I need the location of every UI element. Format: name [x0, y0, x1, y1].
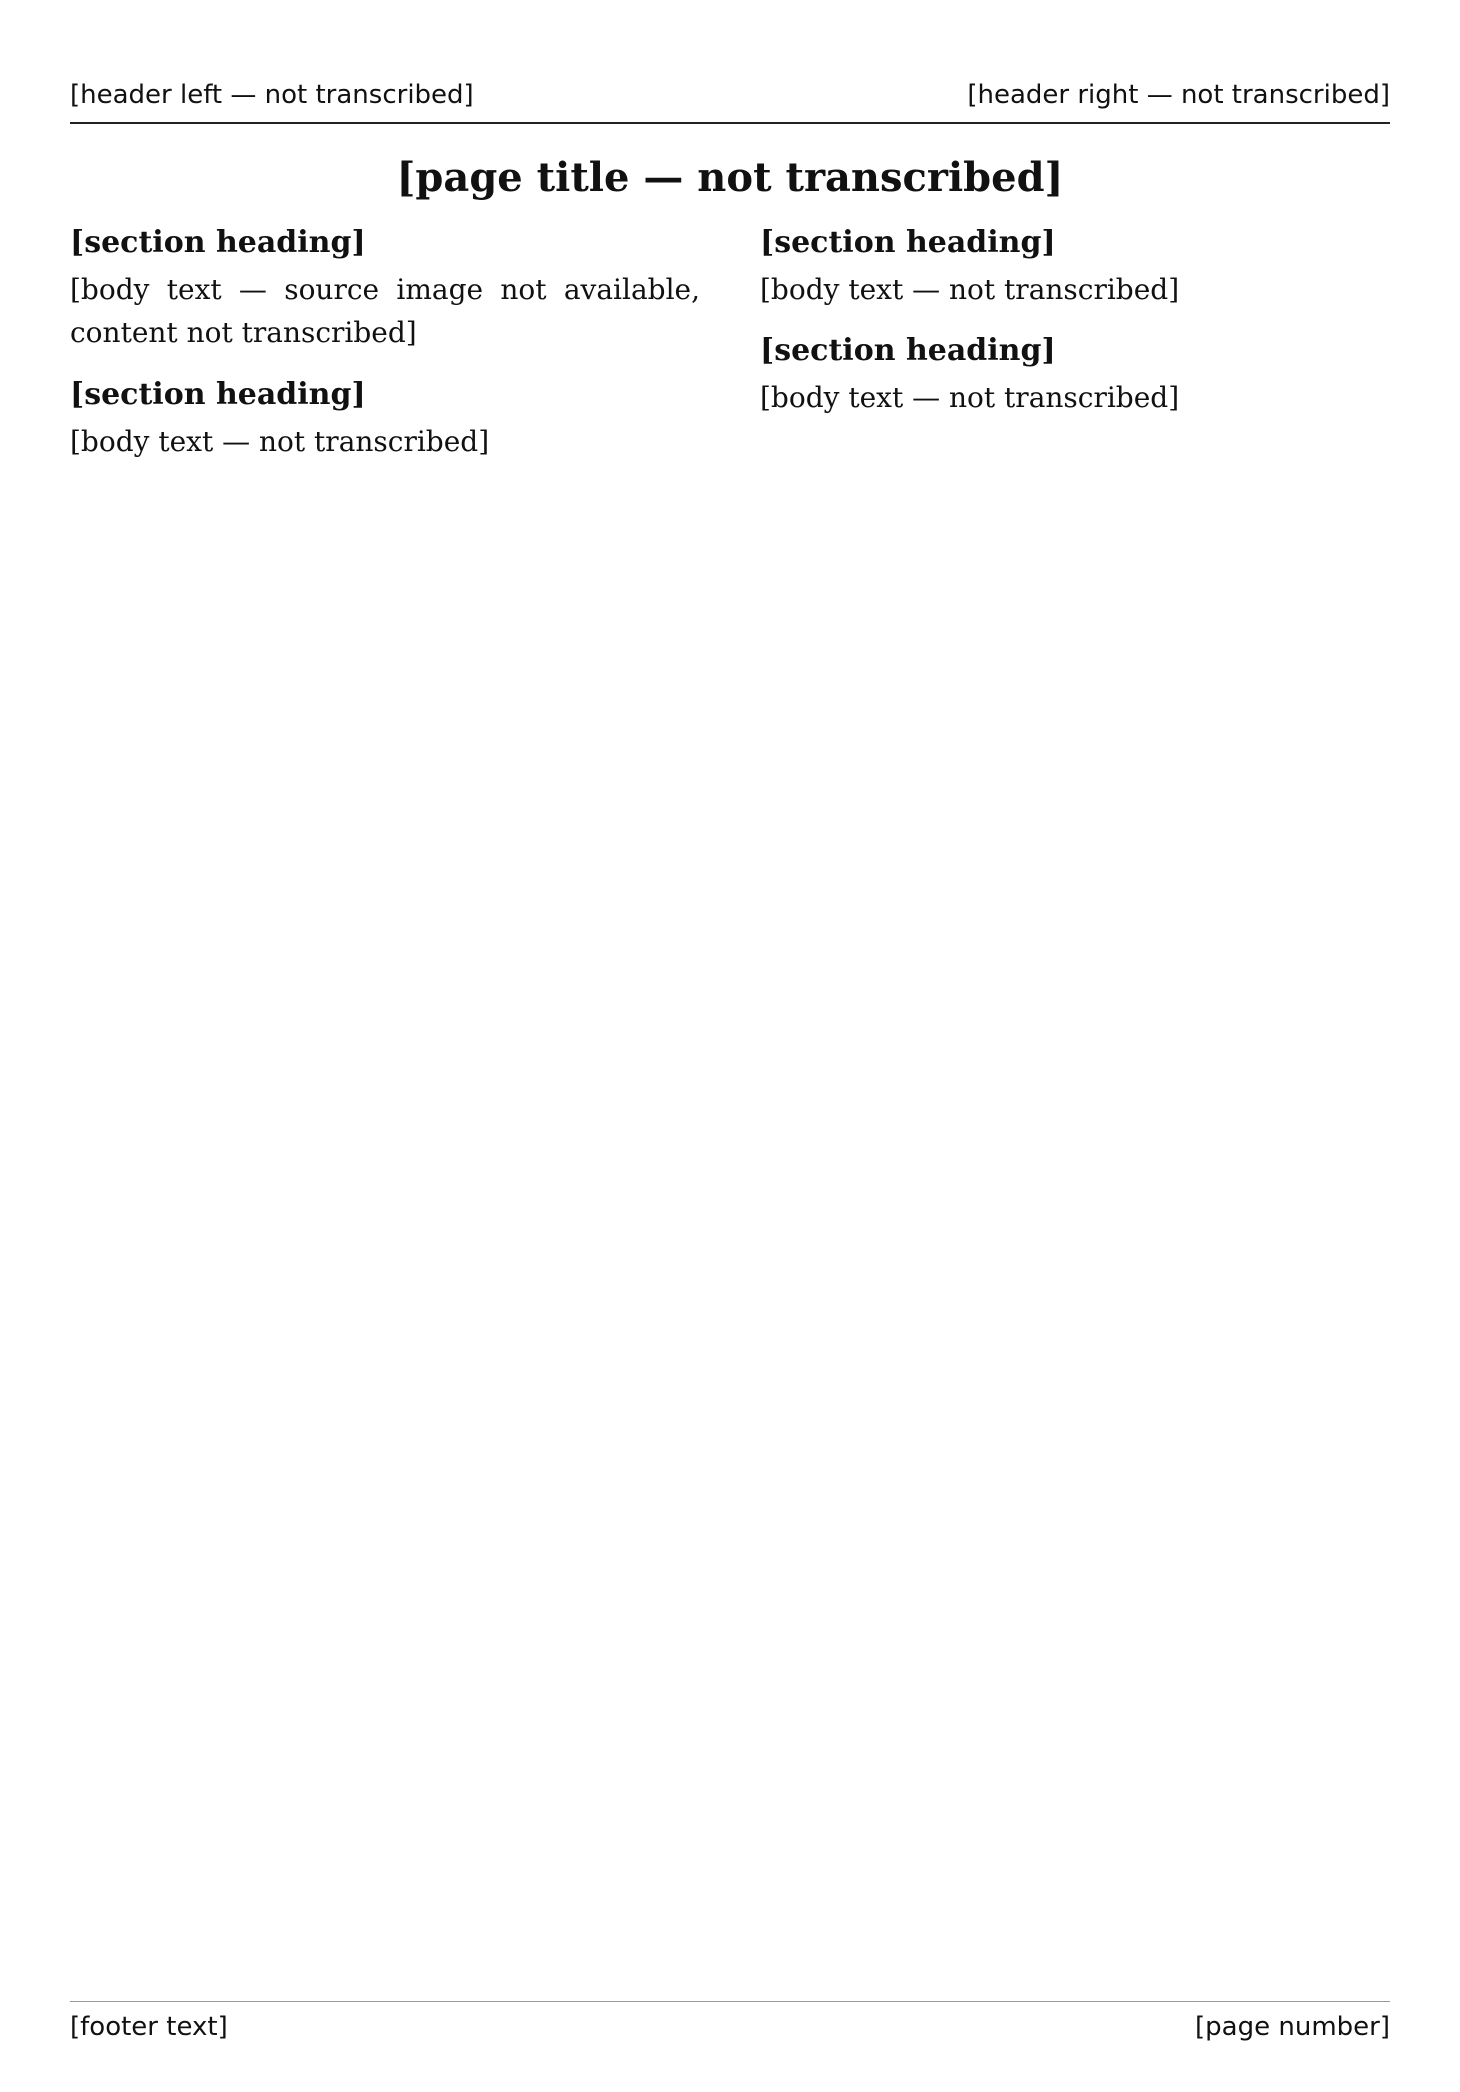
footer-left: [footer text]: [70, 2012, 228, 2042]
left-column: [70, 225, 709, 485]
text-block: [760, 225, 1390, 311]
block-heading: [section heading]: [760, 333, 1056, 369]
block-heading: [section heading]: [70, 225, 366, 260]
right-column: [760, 225, 1390, 485]
block-body: [body text — source image not available, content not transcribed]: [70, 273, 709, 350]
block-body: [body text — not transcribed]: [760, 381, 1180, 415]
header-right: [header right — not transcribed]: [967, 80, 1390, 110]
page-footer: [70, 2001, 1390, 2042]
block-body: [body text — not transcribed]: [70, 424, 490, 458]
text-block: [760, 333, 1390, 419]
text-block: [70, 377, 700, 463]
header-left: [header left — not transcribed]: [70, 80, 474, 110]
block-body: [body text — not transcribed]: [760, 273, 1180, 306]
text-block: [70, 225, 709, 355]
block-heading: [section heading]: [760, 225, 1056, 260]
text-columns: [70, 225, 1390, 485]
page-title: [page title — not transcribed]: [396, 154, 1064, 201]
block-heading: [section heading]: [70, 376, 366, 412]
page-header: [70, 80, 1390, 124]
page-number: [page number]: [1195, 2012, 1390, 2042]
